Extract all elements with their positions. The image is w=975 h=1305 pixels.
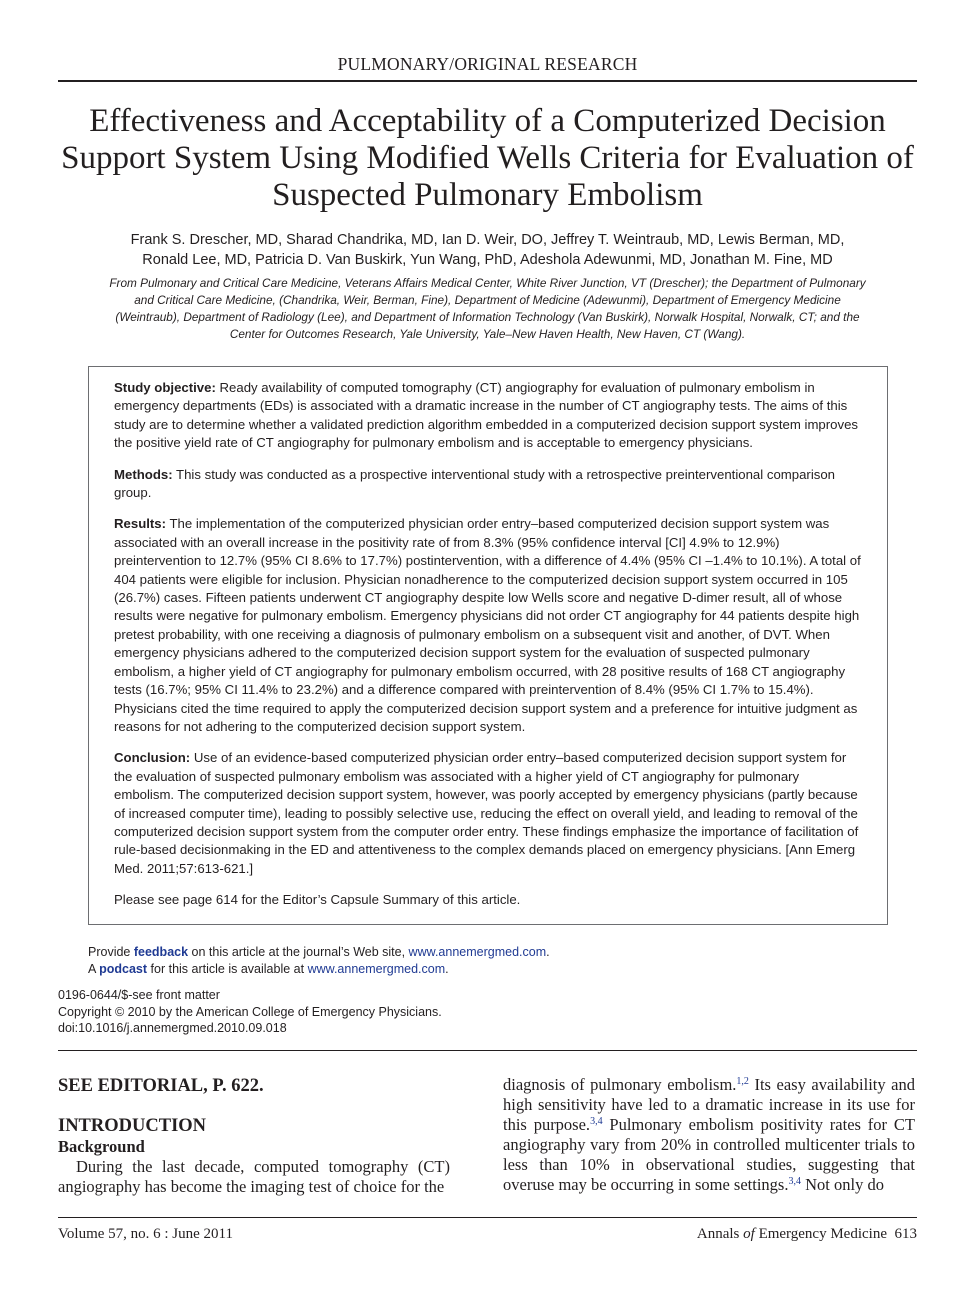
link-text: for this article is available at <box>147 961 308 976</box>
link-text: . <box>445 961 449 976</box>
reference-link[interactable]: 3,4 <box>788 1176 801 1187</box>
article-title <box>40 103 935 214</box>
affiliations <box>52 275 923 343</box>
reference-link[interactable]: 1,2 <box>736 1076 749 1087</box>
abstract-methods <box>114 466 862 503</box>
abstract-text: This study was conducted as a prospective interventional study with a retrospective preinterventional comparison group. <box>114 466 836 501</box>
abstract-heading: Study objective: <box>114 380 216 395</box>
reference-link[interactable]: 3,4 <box>590 1116 603 1127</box>
abstract-text: Ready availability of computed tomography (CT) angiography for evaluation of pulmonary embolism in emergency departments (EDs) is associated with a dramatic increase in the number of CT angiography tests. The aims of this study are to determine whether a validated prediction algorithm embedded in a computerized decision support system improves the positive yield rate of CT angiography for pulmonary embolism and is acceptable to emergency physicians. <box>114 380 859 451</box>
subsection-heading: Background <box>58 1137 145 1156</box>
body-paragraph <box>503 1075 915 1195</box>
section-heading: INTRODUCTION <box>58 1116 207 1136</box>
front-matter <box>58 987 442 1037</box>
body-text: diagnosis of pulmonary embolism. <box>503 1075 737 1094</box>
article-links <box>88 944 550 977</box>
body-column-right <box>503 1075 915 1195</box>
abstract-heading: Methods: <box>114 466 173 482</box>
abstract-box <box>88 366 888 925</box>
link-text: Provide <box>88 945 134 959</box>
abstract-text: The implementation of the computerized physician order entry–based computerized decision support system was associated with an overall increase in the positivity rate of from 8.3% (95% confidence interval [CI] 4.9% to 12.9%) preintervention to 12.7% (95% CI 8.6% to 17.7%) postintervention, with a difference of 4.4% (95% CI –1.4% to 10.1%). A total of 404 patients were eligible for inclusion. Physician nonadherence to the computerized decision support system occurred in 105 (26.7%) cases. Fifteen patients underwent CT angiography despite low Wells score and negative D-dimer result, all of whose results were negative for pulmonary embolism. Emergency physicians did not order CT angiography for 44 patients despite high pretest probability, with one receiving a diagnosis of pulmonary embolism on a subsequent visit and another, of DVT. When emergency physicians adhered to the computerized decision support system for the evaluation of suspected pulmonary embolism, a higher yield of CT angiography for pulmonary embolism occurred, with 28 positive results of 168 CT angiography tests (16.7%; 95% CI 11.4% to 23.2%) and a difference compared with preintervention of 8.4% (95% CI 1.7% to 15.4%). Physicians cited the time required to apply the computerized decision support system and a preference for intuitive judgment as reasons for not adhering to the computerized decision support system. <box>114 516 861 734</box>
link-text: on this article at the journal’s Web site, <box>188 945 409 959</box>
journal-name: of <box>743 1226 755 1242</box>
issn: 0196-0644/$-see front matter <box>58 988 220 1002</box>
page-number: 613 <box>894 1226 917 1242</box>
header-rule <box>58 80 917 82</box>
abstract-conclusion <box>114 749 862 878</box>
section-label: PULMONARY/ORIGINAL RESEARCH <box>337 54 638 74</box>
title-line: Suspected Pulmonary Embolism <box>272 177 703 213</box>
link-text: A <box>88 961 100 976</box>
author-line: Frank S. Drescher, MD, Sharad Chandrika, MD, Ian D. Weir, DO, Jeffrey T. Weintraub, MD, Lewis Berman, MD, <box>130 232 845 248</box>
journal-name: Annals <box>696 1226 744 1242</box>
copyright: Copyright © 2010 by the American College of Emergency Physicians. <box>58 1004 442 1019</box>
abstract-text: Use of an evidence-based computerized physician order entry–based computerized decision support system for the evaluation of suspected pulmonary embolism was associated with a higher yield of CT angiography for pulmonary embolism. The computerized decision support system, however, was poorly accepted by emergency physicians (partly because of increased computer time), leading to possibly selective use, reducing the effect on overall yield, and leading to removal of the computerized decision support system from the computer order entry. These findings emphasize the importance of facilitation of rule-based decisionmaking in the ED and attentiveness to the complex demands placed on emergency physicians. [Ann Emerg Med. 2011;57:613-621.] <box>114 750 859 876</box>
link-text: . <box>546 945 550 959</box>
affiliation-line: (Weintraub), Department of Radiology (Lee), and Department of Information Technology (Van Buskirk), Norwalk Hospital, Norwalk, CT; and the <box>115 310 860 324</box>
doi: doi:10.1016/j.annemergmed.2010.09.018 <box>58 1021 287 1035</box>
body-text: Pulmonary embolism positivity rates for CT angiography vary from 20% in controlled multicenter trials to less than 10% in observational studies, suggesting that overuse may be occurring in some settings. <box>503 1115 915 1194</box>
abstract-heading: Conclusion: <box>114 750 191 766</box>
affiliation-line: and Critical Care Medicine, (Chandrika, Weir, Berman, Fine), Department of Medicine (Adewunmi), Department of Emergency Medicine <box>134 293 841 307</box>
abstract-heading: Results: <box>114 516 167 532</box>
podcast-link[interactable]: podcast <box>99 961 148 976</box>
abstract-results <box>114 515 862 736</box>
body-column-left <box>58 1075 450 1197</box>
title-line: Support System Using Modified Wells Criteria for Evaluation of <box>61 140 914 176</box>
journal-footer <box>697 1226 917 1243</box>
author-list <box>40 230 935 270</box>
capsule-note: Please see page 614 for the Editor’s Capsule Summary of this article. <box>114 892 521 908</box>
title-line: Effectiveness and Acceptability of a Computerized Decision <box>89 103 886 139</box>
body-text: Its easy availability and high sensitivity have led to a dramatic increase in its use for this purpose. <box>503 1075 915 1134</box>
journal-name: Emergency Medicine <box>754 1226 887 1242</box>
author-line: Ronald Lee, MD, Patricia D. Van Buskirk, Yun Wang, PhD, Adeshola Adewunmi, MD, Jonathan M. Fine, MD <box>142 252 833 268</box>
affiliation-line: From Pulmonary and Critical Care Medicine, Veterans Affairs Medical Center, White River Junction, VT (Drescher); the Department of Pulmonary <box>109 276 866 290</box>
volume-info: Volume 57, no. 6 : June 2011 <box>58 1226 233 1242</box>
feedback-link[interactable]: feedback <box>133 945 189 959</box>
footer-rule <box>58 1217 917 1218</box>
body-text: Not only do <box>800 1175 884 1194</box>
feedback-line <box>88 944 550 961</box>
affiliation-line: Center for Outcomes Research, Yale University, Yale–New Haven Health, New Haven, CT (Wang). <box>229 327 746 341</box>
abstract-objective <box>114 379 862 453</box>
journal-url-link[interactable]: www.annemergmed.com <box>408 945 547 959</box>
divider <box>58 1050 917 1051</box>
journal-url-link[interactable]: www.annemergmed.com <box>307 961 446 976</box>
podcast-line <box>88 961 550 978</box>
body-paragraph: During the last decade, computed tomography (CT) angiography has become the imaging test of choice for the <box>58 1157 450 1196</box>
see-editorial: SEE EDITORIAL, P. 622. <box>58 1076 264 1096</box>
